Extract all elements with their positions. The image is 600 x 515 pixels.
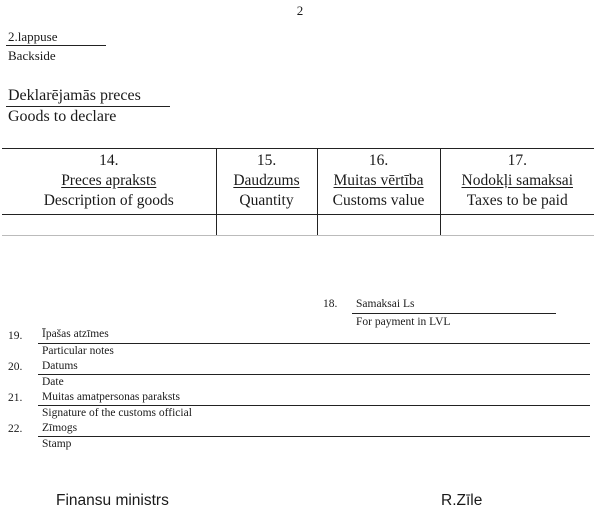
- field-number-notes: 19.: [8, 330, 23, 342]
- column-number: 16.: [368, 152, 389, 169]
- column-header-quantity: [216, 149, 317, 215]
- section-title-divider: [6, 106, 170, 107]
- page-number: 2: [296, 3, 304, 18]
- cell-customs-value[interactable]: [317, 215, 440, 236]
- field-line-notes[interactable]: [38, 343, 590, 344]
- column-label-lv: Nodokļi samaksai: [461, 172, 573, 189]
- column-label-lv: Preces apraksts: [61, 172, 157, 189]
- goods-table: [2, 148, 594, 236]
- column-header-description: [2, 149, 216, 215]
- column-header-customs-value: [317, 149, 440, 215]
- field-number-signature: 21.: [8, 392, 23, 404]
- column-label-en: Taxes to be paid: [466, 192, 568, 209]
- section-title-en: Goods to declare: [8, 108, 117, 125]
- cell-taxes[interactable]: [440, 215, 594, 236]
- column-number: 17.: [507, 152, 527, 169]
- column-label-lv: Muitas vērtība: [333, 172, 424, 189]
- cell-quantity[interactable]: [216, 215, 317, 236]
- goods-table-row: [2, 215, 594, 236]
- field-line-signature[interactable]: [38, 405, 590, 406]
- column-label-lv: Daudzums: [233, 172, 300, 189]
- section-title-lv: Deklarējamās preces: [8, 87, 141, 104]
- field-label-stamp-lv: Zīmogs: [42, 422, 78, 434]
- footer-title: Finansu ministrs: [56, 492, 169, 509]
- field-line-date[interactable]: [38, 374, 590, 375]
- page-label-lv: 2.lappuse: [8, 29, 58, 44]
- column-number: 14.: [99, 152, 119, 169]
- goods-table-header: [2, 149, 594, 215]
- payment-label-lv: Samaksai Ls: [356, 298, 415, 310]
- field-label-notes-lv: Īpašas atzīmes: [42, 328, 109, 340]
- field-label-notes-en: Particular notes: [42, 345, 114, 357]
- column-label-en: Customs value: [332, 192, 425, 209]
- payment-number: 18.: [323, 298, 338, 310]
- cell-description[interactable]: [2, 215, 216, 236]
- column-header-taxes: [440, 149, 594, 215]
- field-line-stamp[interactable]: [38, 436, 590, 437]
- field-label-stamp-en: Stamp: [42, 438, 72, 450]
- column-label-en: Quantity: [239, 192, 294, 209]
- field-number-stamp: 22.: [8, 423, 23, 435]
- column-label-en: Description of goods: [43, 192, 174, 209]
- payment-label-en: For payment in LVL: [356, 316, 451, 328]
- field-label-signature-en: Signature of the customs official: [42, 407, 192, 419]
- field-number-date: 20.: [8, 361, 23, 373]
- page-label-divider: [6, 45, 106, 46]
- field-label-date-lv: Datums: [42, 360, 78, 372]
- payment-field-line[interactable]: [352, 313, 556, 314]
- field-label-date-en: Date: [42, 376, 64, 388]
- field-label-signature-lv: Muitas amatpersonas paraksts: [42, 391, 180, 403]
- page-label-en: Backside: [8, 48, 56, 63]
- footer-signatory: R.Zīle: [441, 492, 483, 509]
- column-number: 15.: [256, 152, 277, 169]
